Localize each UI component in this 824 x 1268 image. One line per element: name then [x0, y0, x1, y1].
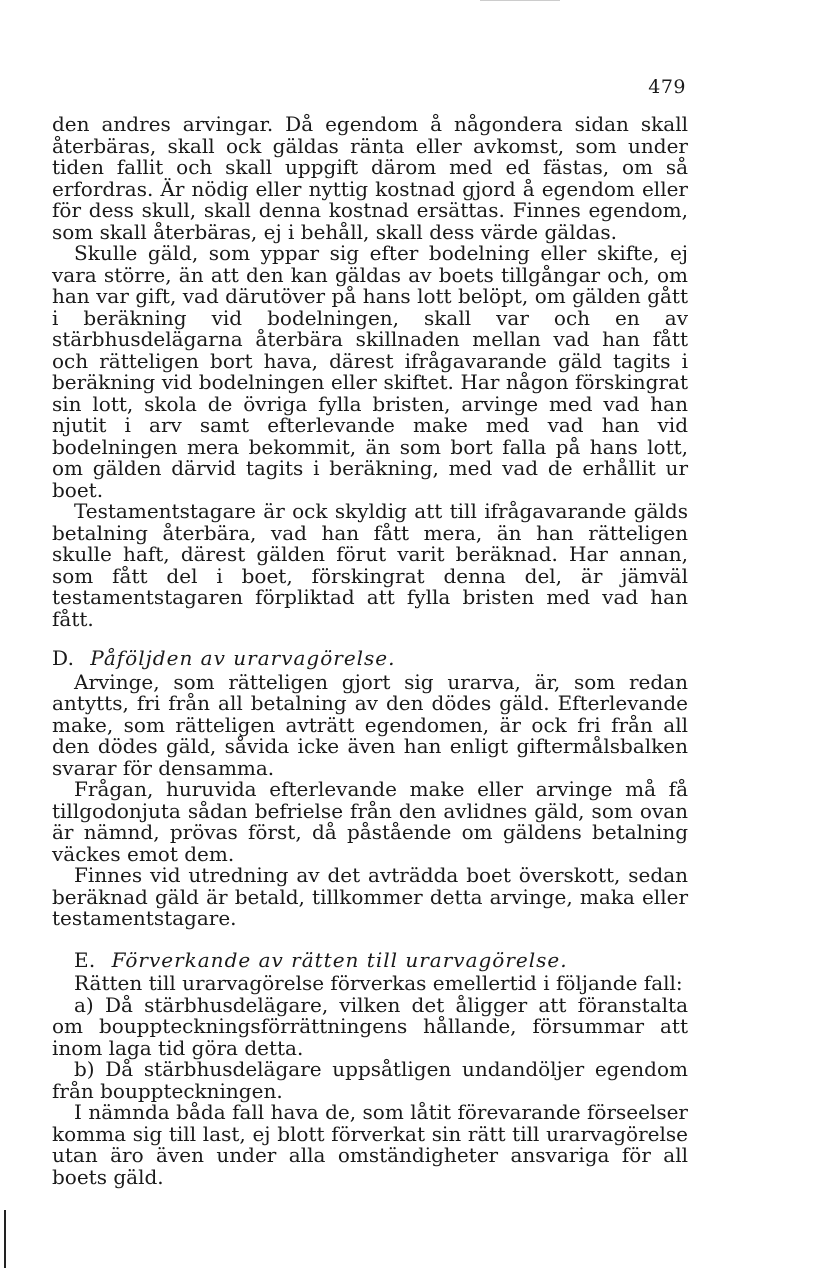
- page-body: [52, 114, 688, 1188]
- paragraph: a) Då stärbhusdelägare, vilken det åligger att föranstalta om bouppteckningsförrättningens hållande, försummar att inom laga tid göra detta.: [52, 992, 688, 1060]
- paragraph: b) Då stärbhusdelägare uppsåtligen undandöljer egendom från bouppteckningen.: [52, 1057, 688, 1103]
- page-number: 479: [648, 76, 686, 98]
- binding-edge-line: [4, 1210, 6, 1268]
- paragraph: Testamentstagare är ock skyldig att till ifrågavarande gälds betalning återbära, vad han fått mera, än han rätteligen skulle haft, därest gälden förut varit beräknad. Har annan, som fått del i boet, förskingrat denna del, är jämväl testamentstagaren förpliktad att fylla bristen med vad han fått.: [52, 499, 688, 631]
- paragraph: Frågan, huruvida efterlevande make eller arvinge må få tillgodonjuta sådan befrielse från den avlidnes gäld, som ovan är nämnd, prövas först, då påstående om gäldens betalning väckes emot dem.: [52, 777, 688, 866]
- section-letter: D.: [52, 646, 75, 670]
- scan-edge-mark: [480, 0, 560, 1]
- section-heading-d: [52, 648, 688, 670]
- paragraph: Rätten till urarvagörelse förverkas emellertid i följande fall:: [74, 971, 683, 995]
- section-heading-e: [52, 947, 688, 972]
- section-letter: E.: [74, 947, 96, 972]
- paragraph: Finnes vid utredning av det avträdda boet överskott, sedan beräknad gäld är betald, tillkommer detta arvinge, maka eller testamentstagare.: [52, 863, 688, 930]
- paragraph: Skulle gäld, som yppar sig efter bodelning eller skifte, ej vara större, än att den kan gäldas av boets tillgångar och, om han var gift, vad därutöver på hans lott belöpt, om gälden gått i beräkning vid bodelningen, skall var och en av stärbhusdelägarna återbära skillnaden mellan vad han fått och rätteligen bort hava, därest ifrågavarande gäld tagits i beräkning vid bodelningen eller skiftet. Har någon förskingrat sin lott, skola de övriga fylla bristen, arvinge med vad han njutit i arv samt efterlevande make med vad han vid bodelningen mera bekommit, än som bort falla på hans lott, om gälden därvid tagits i beräkning, med vad de erhållit ur boet.: [52, 241, 688, 502]
- section-title: Påföljden av urarvagörelse.: [90, 646, 396, 670]
- section-title: Förverkande av rätten till urarvagörelse.: [111, 947, 568, 972]
- paragraph: I nämnda båda fall hava de, som låtit förevarande förseelser komma sig till last, ej blott förverkat sin rätt till urarvagörelse utan äro även under alla omständigheter ansvariga för all boets gäld.: [52, 1100, 688, 1189]
- paragraph: den andres arvingar. Då egendom å någondera sidan skall återbäras, skall ock gäldas ränta eller avkomst, som under tiden fallit och skall uppgift därom med ed fästas, om så erfordras. Är nödig eller nyttig kostnad gjord å egendom eller för dess skull, skall denna kostnad ersättas. Finnes egendom, som skall återbäras, ej i behåll, skall dess värde gäldas.: [52, 112, 688, 244]
- paragraph: Arvinge, som rätteligen gjort sig urarva, är, som redan antytts, fri från all betalning av den dödes gäld. Efterlevande make, som rätteligen avträtt egendomen, är ock fri från all den dödes gäld, såvida icke även han enligt giftermålsbalken svarar för densamma.: [52, 669, 688, 780]
